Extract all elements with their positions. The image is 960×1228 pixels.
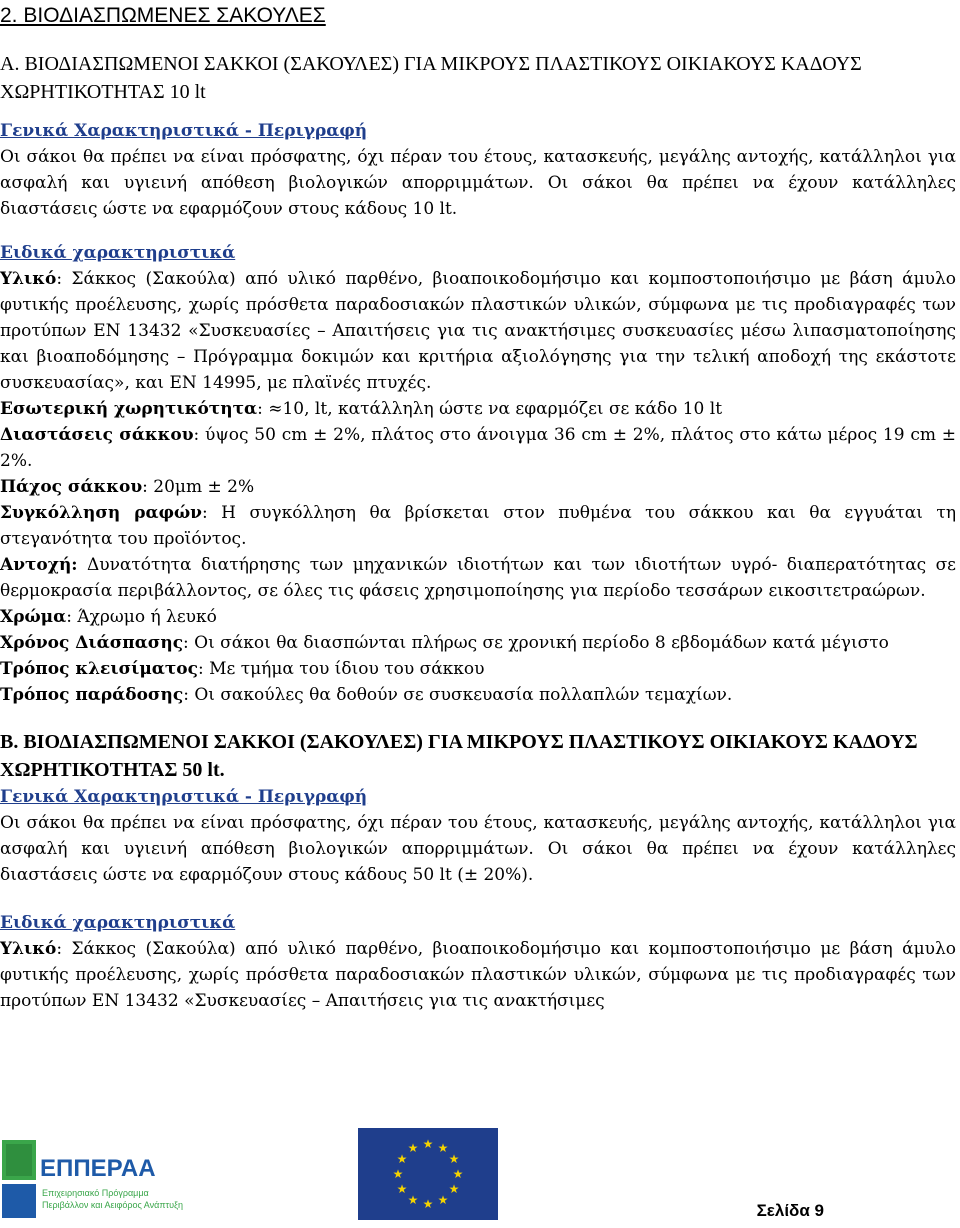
- spec-capacity: [0, 396, 956, 422]
- eu-flag-graphic: [358, 1128, 498, 1220]
- spec-color-label: Χρώμα: [0, 607, 67, 627]
- eu-star-icon: ★: [396, 1182, 408, 1196]
- section-a-special-heading: Ειδικά χαρακτηριστικά: [0, 243, 236, 263]
- spec-thickness-text: : 20μm ± 2%: [142, 477, 255, 497]
- logo-subtitle-1: Επιχειρησιακό Πρόγραμμα: [42, 1188, 149, 1198]
- spec-material-label: Υλικό: [0, 269, 57, 289]
- eu-star-icon: ★: [422, 1137, 434, 1151]
- section-b-material-text: : Σάκκος (Σακούλα) από υλικό παρθένο, βιοαποικοδομήσιμο και κομποστοποιήσιμο με βάση άμυλο φυτικής προέλευσης, χωρίς πρόσθετα παραδοσιακών πλαστικών υλικών, σύμφωνα με τις προδιαγραφές των προτύπων EN 13432 «Συσκευασίες – Απαιτήσεις για τις ανακτήσιμες: [0, 939, 956, 1011]
- spec-welding-label: Συγκόλληση ραφών: [0, 503, 202, 523]
- section-b-general-heading: Γενικά Χαρακτηριστικά - Περιγραφή: [0, 787, 368, 807]
- section-a-general-text: Οι σάκοι θα πρέπει να είναι πρόσφατης, όχι πέραν του έτους, κατασκευής, μεγάλης αντοχής, κατάλληλοι για ασφαλή και υγιεινή απόθεση βιολογικών απορριμμάτων. Οι σάκοι θα πρέπει να έχουν κατάλληλες διαστάσεις ώστε να εφαρμόζουν στους κάδους 10 lt.: [0, 147, 956, 219]
- spec-color: [0, 604, 956, 630]
- spec-resistance-label: Αντοχή:: [0, 555, 78, 575]
- spec-resistance: [0, 552, 956, 604]
- section-b-special-heading: Ειδικά χαρακτηριστικά: [0, 913, 236, 933]
- spec-delivery: [0, 682, 956, 708]
- spec-thickness-label: Πάχος σάκκου: [0, 477, 143, 497]
- eu-star-icon: ★: [452, 1167, 464, 1181]
- logo-name: ΕΠΠΕΡΑΑ: [40, 1155, 156, 1182]
- eu-flag-icon: [358, 1128, 498, 1220]
- eu-star-icon: ★: [437, 1192, 449, 1207]
- eu-star-icon: ★: [396, 1152, 408, 1166]
- spec-dimensions: [0, 422, 956, 474]
- document-title: 2. ΒΙΟΔΙΑΣΠΩΜΕΝΕΣ ΣΑΚΟΥΛΕΣ: [0, 4, 326, 27]
- section-a-general-heading: Γενικά Χαρακτηριστικά - Περιγραφή: [0, 121, 368, 141]
- spec-dimensions-text: : ύψος 50 cm ± 2%, πλάτος στο άνοιγμα 36 cm ± 2%, πλάτος στο κάτω μέρος 19 cm ± 2%.: [0, 425, 956, 471]
- spec-color-text: : Άχρωμο ή λευκό: [66, 607, 217, 627]
- spec-closing-text: : Με τμήμα του ίδιου του σάκκου: [197, 659, 485, 679]
- spec-dimensions-label: Διαστάσεις σάκκου: [0, 425, 194, 445]
- spec-decomposition-label: Χρόνος Διάσπασης: [0, 633, 184, 653]
- eu-star-icon: ★: [407, 1141, 419, 1156]
- spec-material: [0, 266, 956, 396]
- page-number: Σελίδα 9: [756, 1201, 824, 1220]
- spec-closing: [0, 656, 956, 682]
- eu-star-icon: ★: [448, 1182, 460, 1196]
- epperaa-logo: [2, 1140, 190, 1218]
- spec-decomposition-text: : Οι σάκοι θα διασπώνται πλήρως σε χρονική περίοδο 8 εβδομάδων κατά μέγιστο: [183, 633, 889, 653]
- spec-delivery-label: Τρόπος παράδοσης: [0, 685, 184, 705]
- section-a-heading: Α. ΒΙΟΔΙΑΣΠΩΜΕΝΟΙ ΣΑΚΚΟΙ (ΣΑΚΟΥΛΕΣ) ΓΙΑ ΜΙΚΡΟΥΣ ΠΛΑΣΤΙΚΟΥΣ ΟΙΚΙΑΚΟΥΣ ΚΑΔΟΥΣ ΧΩΡΗΤΙΚΟΤΗΤΑΣ 10 lt: [0, 53, 862, 103]
- spec-capacity-text: : ≈10, lt, κατάλληλη ώστε να εφαρμόζει σε κάδο 10 lt: [257, 399, 723, 419]
- eu-star-icon: ★: [437, 1141, 449, 1156]
- eu-star-icon: ★: [422, 1197, 434, 1211]
- section-b-heading: Β. ΒΙΟΔΙΑΣΠΩΜΕΝΟΙ ΣΑΚΚΟΙ (ΣΑΚΟΥΛΕΣ) ΓΙΑ ΜΙΚΡΟΥΣ ΠΛΑΣΤΙΚΟΥΣ ΟΙΚΙΑΚΟΥΣ ΚΑΔΟΥΣ ΧΩΡΗΤΙΚΟΤΗΤΑΣ 50 lt.: [0, 731, 918, 781]
- section-b-general-text: Οι σάκοι θα πρέπει να είναι πρόσφατης, όχι πέραν του έτους, κατασκευής, μεγάλης αντοχής, κατάλληλοι για ασφαλή και υγιεινή απόθεση βιολογικών απορριμμάτων. Οι σάκοι θα πρέπει να έχουν κατάλληλες διαστάσεις ώστε να εφαρμόζουν στους κάδους 50 lt (± 20%).: [0, 813, 956, 885]
- section-b-material: [0, 936, 956, 1014]
- spec-welding: [0, 500, 956, 552]
- section-b-material-label: Υλικό: [0, 939, 57, 959]
- spec-closing-label: Τρόπος κλεισίματος: [0, 659, 198, 679]
- spec-resistance-text: Δυνατότητα διατήρησης των μηχανικών ιδιοτήτων και των ιδιοτήτων υγρό- διαπερατότητας σε θερμοκρασία περιβάλλοντος, σε όλες τις φάσεις χρησιμοποίησης για περίοδο τεσσάρων εικοσιτετραώρων.: [0, 555, 956, 601]
- spec-decomposition: [0, 630, 956, 656]
- eu-star-icon: ★: [407, 1192, 419, 1207]
- page-footer: [0, 1128, 960, 1220]
- spec-welding-text: : Η συγκόλληση θα βρίσκεται στον πυθμένα του σάκκου και θα εγγυάται τη στεγανότητα του προϊόντος.: [0, 503, 956, 549]
- spec-material-text: : Σάκκος (Σακούλα) από υλικό παρθένο, βιοαποικοδομήσιμο και κομποστοποιήσιμο με βάση άμυλο φυτικής προέλευσης, χωρίς πρόσθετα παραδοσιακών πλαστικών υλικών, σύμφωνα με τις προδιαγραφές των προτύπων EN 13432 «Συσκευασίες – Απαιτήσεις για τις ανακτήσιμες συσκευασίες μέσω λιπασματοποίησης και βιοαποδόμησης – Πρόγραμμα δοκιμών και κριτήρια αξιολόγησης για την τελική αποδοχή της εκάστοτε συσκευασίας», και EN 14995, με πλαϊνές πτυχές.: [0, 269, 956, 393]
- spec-thickness: [0, 474, 956, 500]
- spec-delivery-text: : Οι σακούλες θα δοθούν σε συσκευασία πολλαπλών τεμαχίων.: [183, 685, 733, 705]
- eu-star-icon: ★: [392, 1167, 404, 1181]
- spec-capacity-label: Εσωτερική χωρητικότητα: [0, 399, 258, 419]
- epperaa-logo-mark: [2, 1140, 190, 1218]
- eu-star-icon: ★: [448, 1152, 460, 1166]
- logo-subtitle-2: Περιβάλλον και Αειφόρος Ανάπτυξη: [42, 1200, 184, 1210]
